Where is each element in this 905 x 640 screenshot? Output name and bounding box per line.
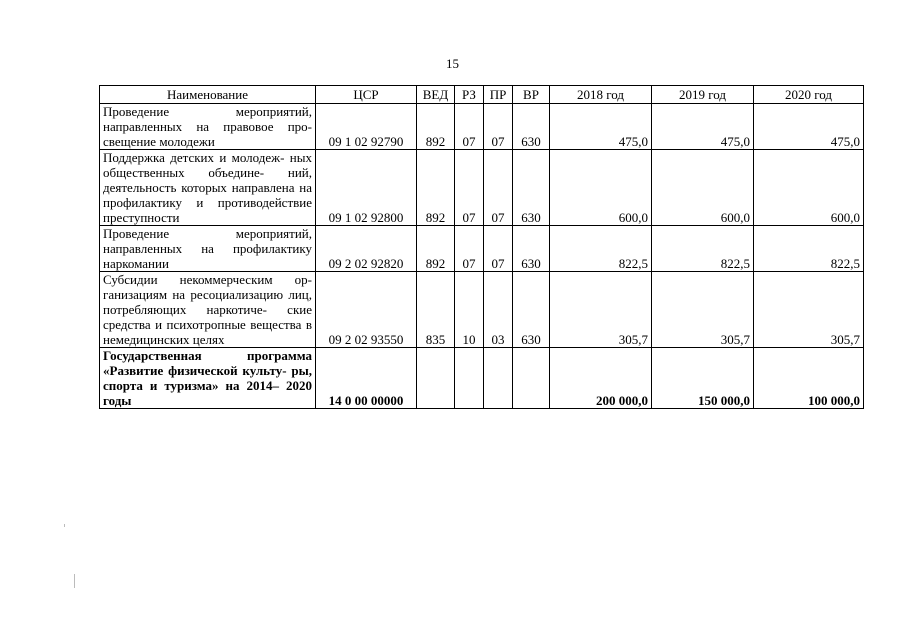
row-name: Государственная программа «Развитие физической культу- ры, спорта и туризма» на 2014– 2020 годы: [100, 348, 316, 409]
row-pr: 07: [484, 150, 513, 226]
row-2019: 475,0: [652, 104, 754, 150]
page-number: 15: [446, 56, 459, 71]
row-rz: 07: [455, 226, 484, 272]
row-2020: 305,7: [754, 272, 864, 348]
row-pr: 07: [484, 104, 513, 150]
row-csr: 09 1 02 92790: [316, 104, 417, 150]
table-row-program-total: [100, 348, 864, 409]
row-ved: 892: [417, 150, 455, 226]
row-rz: [455, 348, 484, 409]
header-pr: ПР: [484, 86, 513, 104]
header-2018: 2018 год: [550, 86, 652, 104]
row-2019: 822,5: [652, 226, 754, 272]
row-vr: [513, 348, 550, 409]
row-2020: 600,0: [754, 150, 864, 226]
row-2018: 305,7: [550, 272, 652, 348]
row-2019: 305,7: [652, 272, 754, 348]
row-name: Проведение мероприятий, направленных на правовое про- свещение молодежи: [100, 104, 316, 150]
row-csr: 09 1 02 92800: [316, 150, 417, 226]
row-rz: 10: [455, 272, 484, 348]
row-name: Проведение мероприятий, направленных на профилактику наркомании: [100, 226, 316, 272]
row-2018: 475,0: [550, 104, 652, 150]
row-ved: [417, 348, 455, 409]
row-vr: 630: [513, 150, 550, 226]
header-2019: 2019 год: [652, 86, 754, 104]
table-row: [100, 226, 864, 272]
row-ved: 892: [417, 226, 455, 272]
row-pr: [484, 348, 513, 409]
row-2020: 475,0: [754, 104, 864, 150]
table-header-row: [100, 86, 864, 104]
table-row: [100, 272, 864, 348]
row-2018: 200 000,0: [550, 348, 652, 409]
header-vr: ВР: [513, 86, 550, 104]
row-pr: 07: [484, 226, 513, 272]
header-2020: 2020 год: [754, 86, 864, 104]
row-vr: 630: [513, 104, 550, 150]
header-csr: ЦСР: [316, 86, 417, 104]
budget-table: [99, 85, 864, 409]
header-name: Наименование: [100, 86, 316, 104]
row-rz: 07: [455, 104, 484, 150]
row-2019: 150 000,0: [652, 348, 754, 409]
row-csr: 09 2 02 92820: [316, 226, 417, 272]
row-vr: 630: [513, 272, 550, 348]
row-rz: 07: [455, 150, 484, 226]
row-2020: 822,5: [754, 226, 864, 272]
row-name: Поддержка детских и молодеж- ных общественных объедине- ний, деятельность которых направлена на профилактику и противодействие преступности: [100, 150, 316, 226]
header-rz: РЗ: [455, 86, 484, 104]
row-csr: 14 0 00 00000: [316, 348, 417, 409]
row-name: Субсидии некоммерческим ор- ганизациям на ресоциализацию лиц, потребляющих наркотиче- ские средства и психотропные вещества в немедицинских целях: [100, 272, 316, 348]
scan-artifact: [74, 574, 75, 588]
row-ved: 835: [417, 272, 455, 348]
table-row: [100, 104, 864, 150]
row-2019: 600,0: [652, 150, 754, 226]
row-pr: 03: [484, 272, 513, 348]
row-vr: 630: [513, 226, 550, 272]
row-2018: 822,5: [550, 226, 652, 272]
row-2020: 100 000,0: [754, 348, 864, 409]
row-ved: 892: [417, 104, 455, 150]
header-ved: ВЕД: [417, 86, 455, 104]
row-csr: 09 2 02 93550: [316, 272, 417, 348]
scan-artifact: [64, 524, 65, 527]
row-2018: 600,0: [550, 150, 652, 226]
table-row: [100, 150, 864, 226]
